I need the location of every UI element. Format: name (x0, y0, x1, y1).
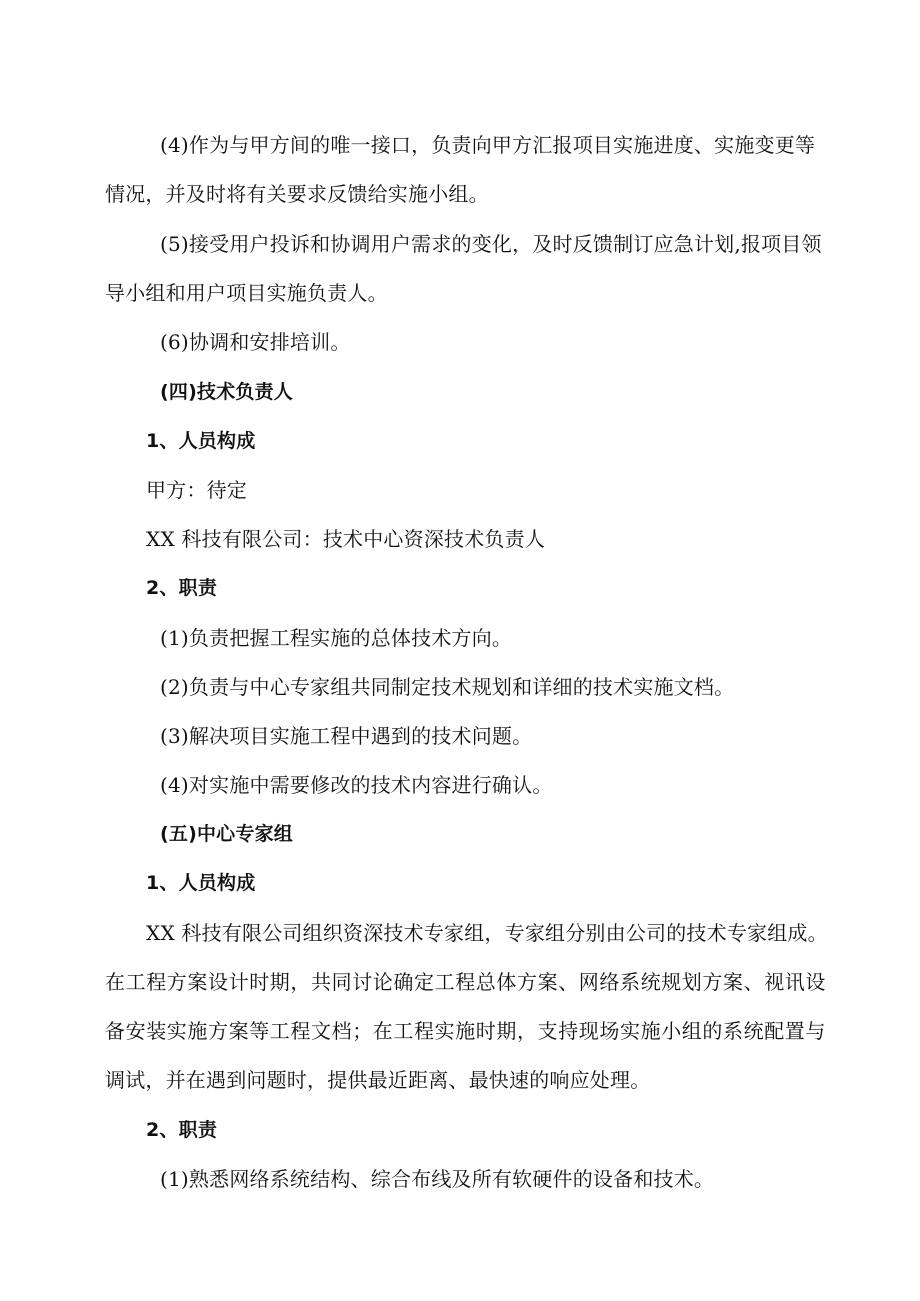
subsection-heading: 1、人员构成 (146, 430, 256, 452)
section-heading: (四)技术负责人 (160, 381, 293, 403)
paragraph-line: 甲方：待定 (146, 478, 247, 502)
paragraph-line: (3)解决项目实施工程中遇到的技术问题。 (160, 724, 533, 748)
paragraph-line: 导小组和用户项目实施负责人。 (105, 281, 388, 305)
subsection-heading: 1、人员构成 (146, 872, 256, 894)
paragraph-line: (1)熟悉网络系统结构、综合布线及所有软硬件的设备和技术。 (160, 1167, 715, 1191)
subsection-heading: 2、职责 (146, 577, 218, 599)
subsection-heading: 2、职责 (146, 1119, 218, 1141)
paragraph-line: (4)对实施中需要修改的技术内容进行确认。 (160, 773, 553, 797)
paragraph-line: XX 科技有限公司组织资深技术专家组，专家组分别由公司的技术专家组成。 (146, 921, 828, 945)
paragraph-line: 在工程方案设计时期，共同讨论确定工程总体方案、网络系统规划方案、视讯设 (105, 970, 826, 994)
paragraph-line: 调试，并在遇到问题时，提供最近距离、最快速的响应处理。 (105, 1068, 651, 1092)
section-heading: (五)中心专家组 (160, 823, 293, 845)
paragraph-line: (5)接受用户投诉和协调用户需求的变化，及时反馈制订应急计划,报项目领 (160, 232, 822, 256)
paragraph-line: (2)负责与中心专家组共同制定技术规划和详细的技术实施文档。 (160, 675, 735, 699)
paragraph-line: 备安装实施方案等工程文档；在工程实施时期，支持现场实施小组的系统配置与 (105, 1019, 826, 1043)
paragraph-line: (6)协调和安排培训。 (160, 330, 351, 354)
paragraph-line: (4)作为与甲方间的唯一接口，负责向甲方汇报项目实施进度、实施变更等 (160, 133, 816, 157)
paragraph-line: (1)负责把握工程实施的总体技术方向。 (160, 626, 513, 650)
paragraph-line: 情况，并及时将有关要求反馈给实施小组。 (105, 182, 489, 206)
paragraph-line: XX 科技有限公司：技术中心资深技术负责人 (146, 527, 546, 551)
